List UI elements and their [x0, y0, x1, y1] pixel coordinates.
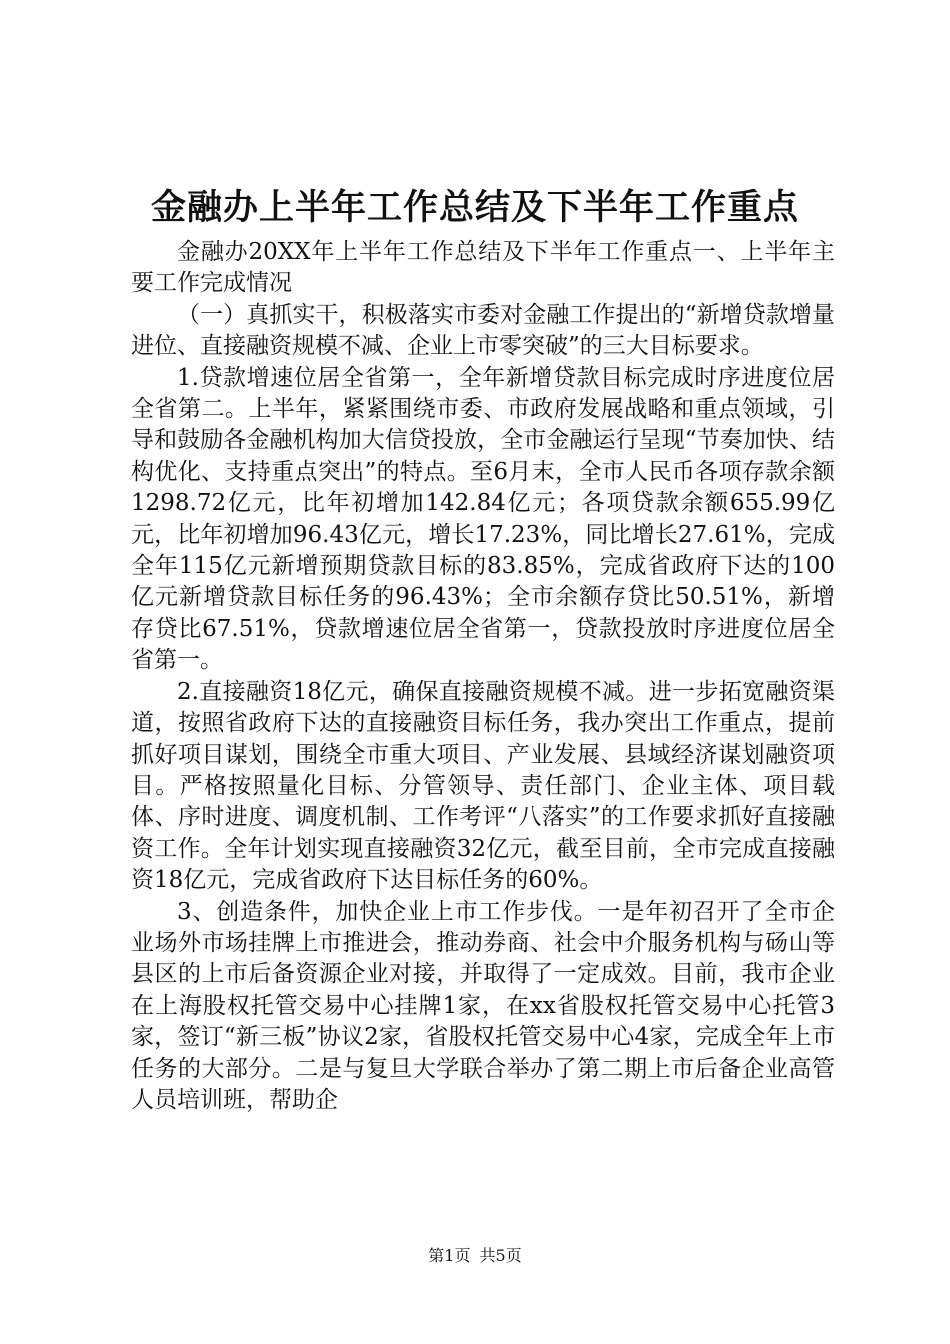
document-title: 金融办上半年工作总结及下半年工作重点 — [150, 187, 799, 228]
page-number: 第1页 — [428, 1246, 471, 1265]
page-total: 共5页 — [479, 1246, 522, 1265]
document-body — [131, 237, 835, 1116]
page-footer — [0, 1246, 950, 1266]
paragraph-item-2: 2.直接融资18亿元，确保直接融资规模不减。进一步拓宽融资渠道，按照省政府下达的直接融资目标任务，我办突出工作重点，提前抓好项目谋划，围绕全市重大项目、产业发展、县域经济谋划融资项目。严格按照量化目标、分管领导、责任部门、企业主体、项目载体、序时进度、调度机制、工作考评“八落实”的工作要求抓好直接融资工作。全年计划实现直接融资32亿元，截至目前，全市完成直接融资18亿元，完成省政府下达目标任务的60%。 — [131, 678, 835, 894]
paragraph-section-1: （一）真抓实干，积极落实市委对金融工作提出的“新增贷款增量进位、直接融资规模不减、企业上市零突破”的三大目标要求。 — [131, 301, 835, 360]
paragraph-intro: 金融办20XX年上半年工作总结及下半年工作重点一、上半年主要工作完成情况 — [131, 239, 835, 297]
paragraph-item-1: 1.贷款增速位居全省第一，全年新增贷款目标完成时序进度位居全省第二。上半年，紧紧围绕市委、市政府发展战略和重点领域，引导和鼓励各金融机构加大信贷投放，全市金融运行呈现“节奏加快、结构优化、支持重点突出”的特点。至6月末，全市人民币各项存款余额1298.72亿元，比年初增加142.84亿元；各项贷款余额655.99亿元，比年初增加96.43亿元，增长17.23%，同比增长27.61%，完成全年115亿元新增预期贷款目标的83.85%，完成省政府下达的100亿元新增贷款目标任务的96.43%；全市余额存贷比50.51%，新增存贷比67.51%，贷款增速位居全省第一，贷款投放时序进度位居全省第一。 — [131, 364, 835, 674]
paragraph-item-3: 3、创造条件，加快企业上市工作步伐。一是年初召开了全市企业场外市场挂牌上市推进会，推动券商、社会中介服务机构与砀山等县区的上市后备资源企业对接，并取得了一定成效。目前，我市企业在上海股权托管交易中心挂牌1家，在xx省股权托管交易中心托管3家，签订“新三板”协议2家，省股权托管交易中心4家，完成全年上市任务的大部分。二是与复旦大学联合举办了第二期上市后备企业高管人员培训班，帮助企 — [131, 898, 835, 1113]
